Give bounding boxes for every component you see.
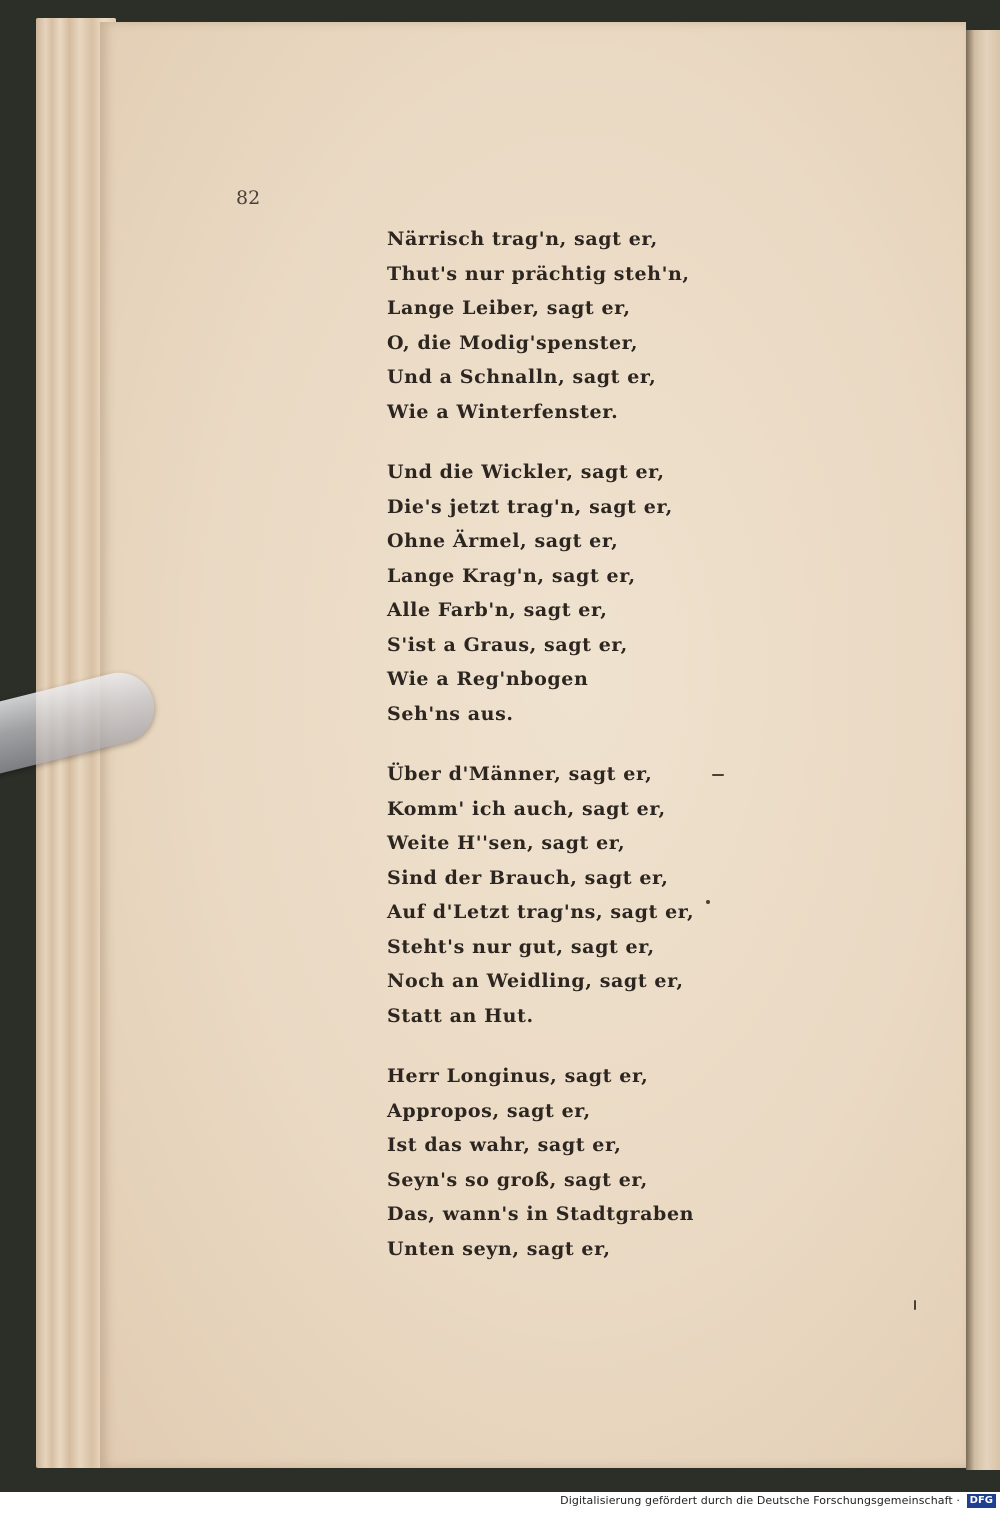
poem-line: Alle Farb'n, sagt er, <box>387 599 608 621</box>
poem-line: Und a Schnalln, sagt er, <box>387 366 657 388</box>
poem-line: Und die Wickler, sagt er, <box>387 461 665 483</box>
ink-speck <box>706 900 710 904</box>
stanza-3 <box>387 757 694 1033</box>
facing-page-edge <box>966 30 1000 1470</box>
poem-line: O, die Modig'spenster, <box>387 331 639 354</box>
poem-line: Lange Leiber, sagt er, <box>387 297 631 319</box>
poem-text <box>387 222 694 1266</box>
poem-line: Wie a Winterfenster. <box>387 400 619 423</box>
poem-line: Lange Krag'n, sagt er, <box>387 564 636 587</box>
poem-line: Ist das wahr, sagt er, <box>387 1134 622 1156</box>
stanza-gap <box>387 731 694 757</box>
poem-line: Närrisch trag'n, sagt er, <box>387 228 658 250</box>
poem-line: S'ist a Graus, sagt er, <box>387 633 628 656</box>
poem-line: Steht's nur gut, sagt er, <box>387 935 655 958</box>
poem-line: Seyn's so groß, sagt er, <box>387 1168 648 1191</box>
poem-line: Das, wann's in Stadtgraben <box>387 1203 695 1225</box>
ink-speck <box>712 774 724 776</box>
poem-line: Appropos, sagt er, <box>387 1099 591 1122</box>
poem-line: Thut's nur prächtig steh'n, <box>387 262 690 285</box>
poem-line: Auf d'Letzt trag'ns, sagt er, <box>387 901 695 923</box>
poem-line: Herr Longinus, sagt er, <box>387 1065 649 1087</box>
poem-line: Unten seyn, sagt er, <box>387 1237 611 1260</box>
poem-line: Die's jetzt trag'n, sagt er, <box>387 495 673 518</box>
poem-line: Weite H''sen, sagt er, <box>387 832 626 854</box>
stanza-gap <box>387 1033 694 1059</box>
dfg-logo: DFG <box>967 1494 996 1508</box>
poem-line: Statt an Hut. <box>387 1004 534 1027</box>
page-number: 82 <box>236 187 261 209</box>
stanza-2 <box>387 455 694 731</box>
poem-line: Komm' ich auch, sagt er, <box>387 797 666 820</box>
digitization-credit: Digitalisierung gefördert durch die Deutsche Forschungsgemeinschaft · <box>560 1494 960 1507</box>
poem-line: Noch an Weidling, sagt er, <box>387 970 684 992</box>
footer-bar <box>0 1492 1000 1513</box>
poem-line: Ohne Ärmel, sagt er, <box>387 530 619 552</box>
stanza-1 <box>387 222 694 429</box>
ink-speck <box>914 1300 916 1310</box>
poem-line: Sind der Brauch, sagt er, <box>387 866 669 889</box>
poem-line: Wie a Reg'nbogen <box>387 668 589 690</box>
poem-line: Seh'ns aus. <box>387 702 514 725</box>
poem-line: Über d'Männer, sagt er, <box>387 763 653 785</box>
stanza-4 <box>387 1059 694 1266</box>
stanza-gap <box>387 429 694 455</box>
